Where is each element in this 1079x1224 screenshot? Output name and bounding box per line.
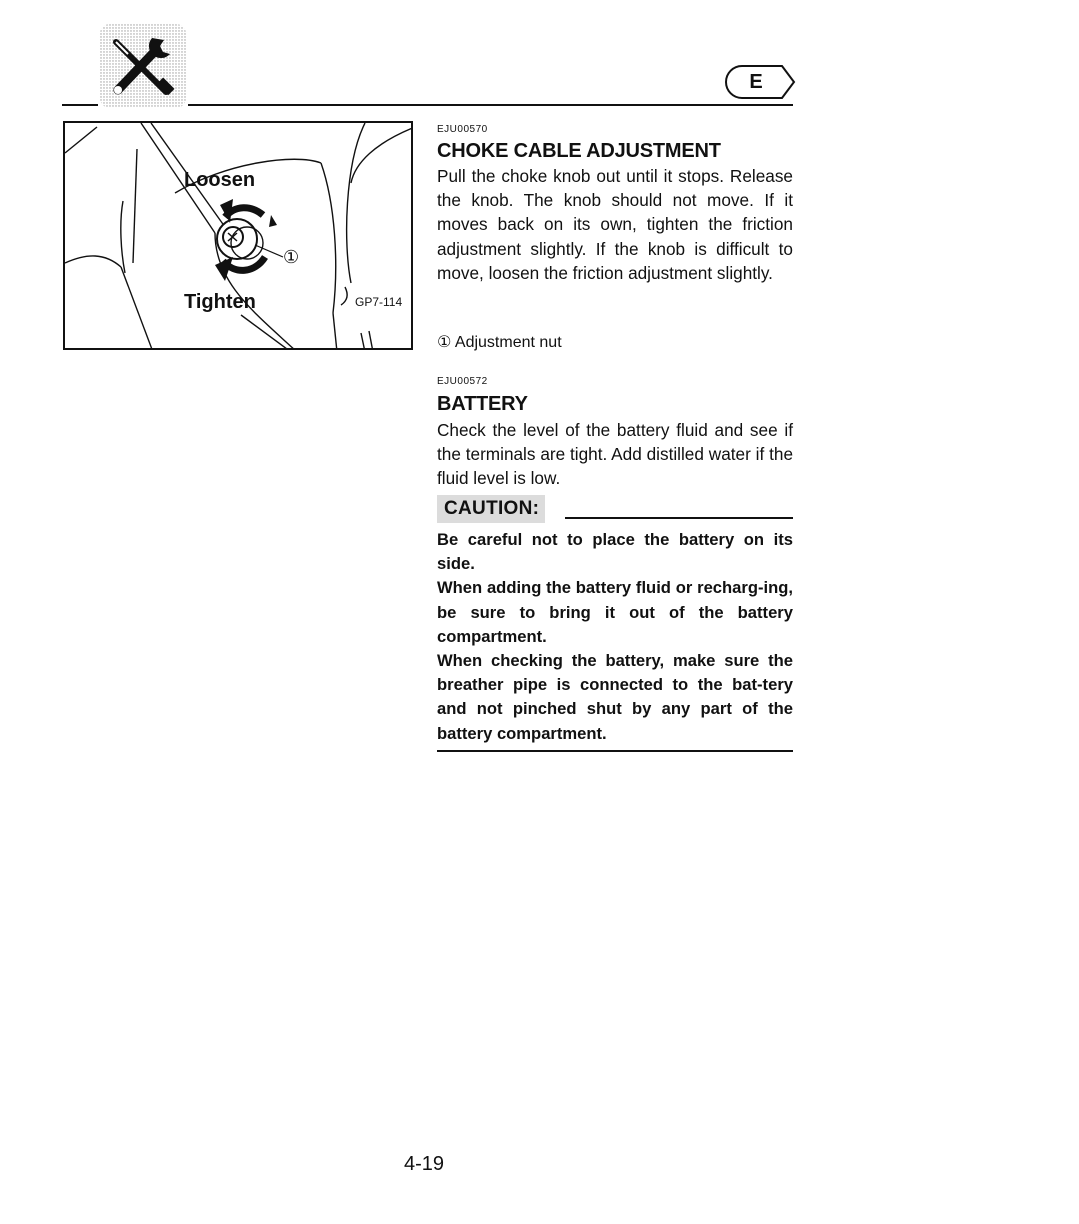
caution-item: Be careful not to place the battery on its side. <box>437 530 793 574</box>
choke-section-title: CHOKE CABLE ADJUSTMENT <box>437 140 721 162</box>
caution-label: CAUTION: <box>437 495 545 523</box>
caution-item: When adding the battery fluid or recharg-ing, be sure to bring it out of the battery compartment. <box>437 578 793 646</box>
battery-section-code: EJU00572 <box>437 376 488 387</box>
language-badge-label: E <box>749 71 763 93</box>
caution-item: When checking the battery, make sure the breather pipe is connected to the bat-tery and not pinched shut by any part of the battery compartment. <box>437 651 793 743</box>
language-badge <box>724 64 796 100</box>
caution-bottom-rule <box>437 750 793 752</box>
loosen-label: Loosen <box>184 169 256 191</box>
tools-icon <box>100 24 186 108</box>
choke-section-body: Pull the choke knob out until it stops. Release the knob. The knob should not move. If it moves back on its own, tighten the friction adjustment slightly. If the knob is difficult to move, loosen the friction adjustment slightly. <box>437 166 793 283</box>
battery-section-title: BATTERY <box>437 393 528 415</box>
callout-marker: ① <box>283 247 300 267</box>
caution-body <box>437 528 793 746</box>
battery-section-body: Check the level of the battery fluid and see if the terminals are tight. Add distilled water if the fluid level is low. <box>437 420 793 489</box>
adjustment-nut-legend: ① Adjustment nut <box>437 334 562 351</box>
choke-knob-illustration <box>63 121 413 350</box>
header-rule-left <box>62 104 98 106</box>
figure-code: GP7-114 <box>355 295 403 309</box>
header-rule-right <box>188 104 793 106</box>
tighten-label: Tighten <box>184 291 256 313</box>
page-number: 4-19 <box>404 1153 445 1175</box>
caution-rule <box>565 517 793 519</box>
caution-header <box>437 495 793 525</box>
choke-section-code: EJU00570 <box>437 124 488 135</box>
